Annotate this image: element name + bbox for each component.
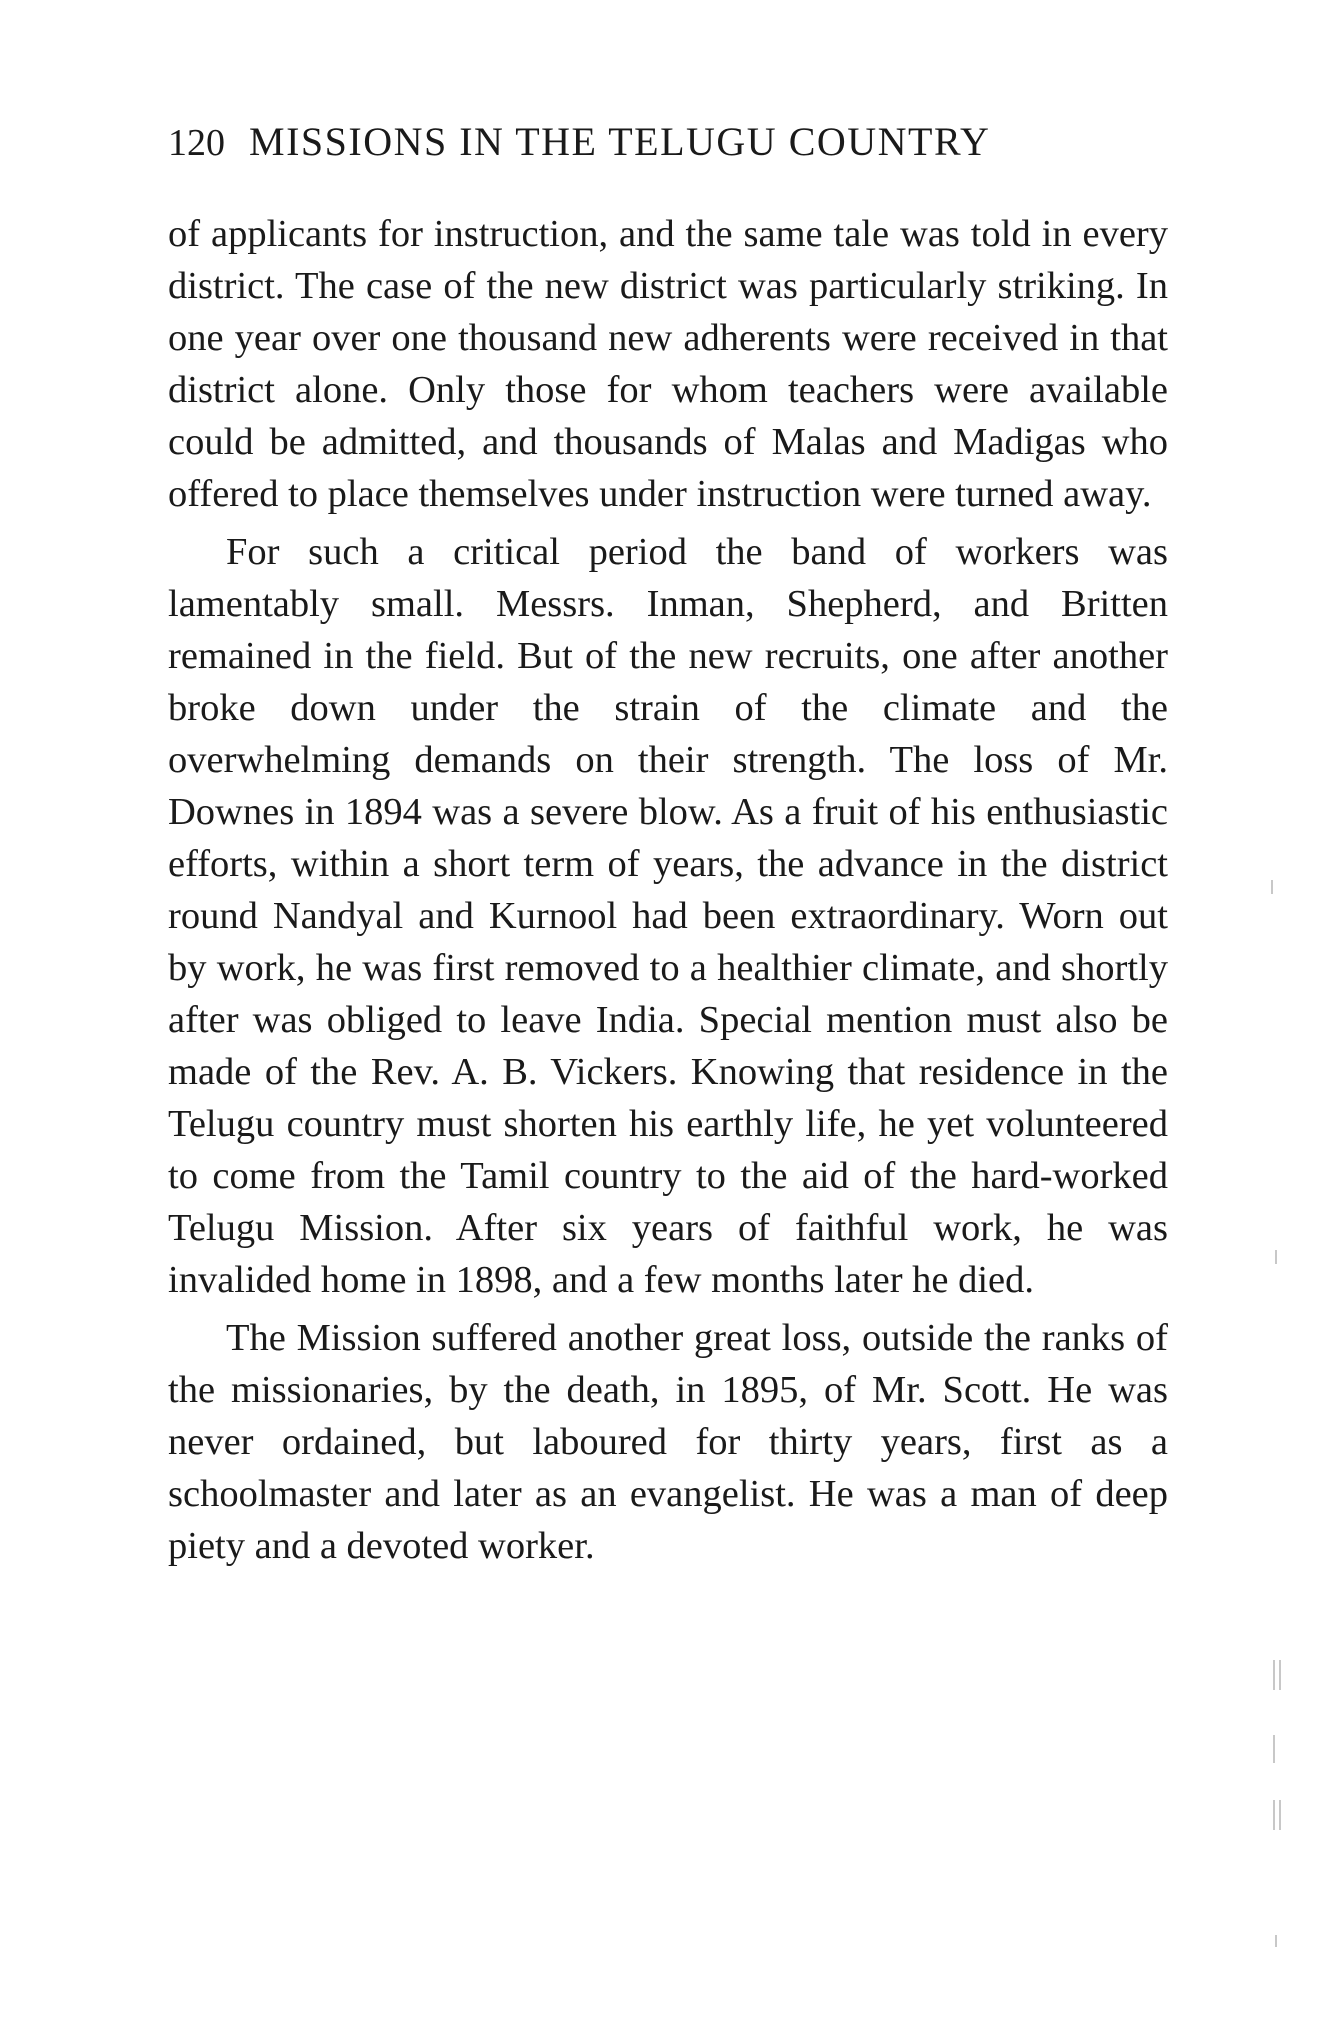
paragraph-3: The Mission suffered another great loss, outside the ranks of the missionaries, by the death, in 1895, of Mr. Scott. He was never ordained, but laboured for thirty years, first as a schoolmaster and later as an evangelist. He was a man of deep piety and a devoted worker. [168, 1317, 1168, 1567]
scan-artifact-mark [1273, 1660, 1275, 1690]
scan-artifact-mark [1275, 1935, 1277, 1947]
scan-artifact-mark [1279, 1800, 1281, 1830]
scan-artifact-mark [1273, 1735, 1275, 1763]
scan-margin-artifacts [1261, 0, 1321, 2025]
book-page [168, 118, 1168, 1572]
paragraph-2: For such a critical period the band of workers was lamentably small. Messrs. Inman, Shepherd, and Britten remained in the field. But of the new recruits, one after another broke down under the strain of the climate and the overwhelming demands on their strength. The loss of Mr. Downes in 1894 was a severe blow. As a fruit of his enthusiastic efforts, within a short term of years, the advance in the district round Nandyal and Kurnool had been extraordinary. Worn out by work, he was first removed to a healthier climate, and shortly after was obliged to leave India. Special mention must also be made of the Rev. A. B. Vickers. Knowing that residence in the Telugu country must shorten his earthly life, he yet volunteered to come from the Tamil country to the aid of the hard-worked Telugu Mission. After six years of faithful work, he was invalided home in 1898, and a few months later he died. [168, 531, 1168, 1301]
scan-artifact-mark [1275, 1250, 1277, 1264]
paragraph-1: of applicants for instruction, and the same tale was told in every district. The case of the new district was particularly striking. In one year over one thousand new adherents were received in that district alone. Only those for whom teachers were available could be admitted, and thousands of Malas and Madigas who offered to place themselves under instruction were turned away. [168, 213, 1168, 515]
page-number: 120 [168, 122, 225, 164]
scan-artifact-mark [1273, 1800, 1275, 1830]
scan-artifact-mark [1279, 1660, 1281, 1690]
running-title: MISSIONS IN THE TELUGU COUNTRY [249, 119, 991, 164]
running-head [168, 118, 1168, 178]
scan-artifact-mark [1271, 880, 1273, 894]
body-text [168, 208, 1168, 1572]
